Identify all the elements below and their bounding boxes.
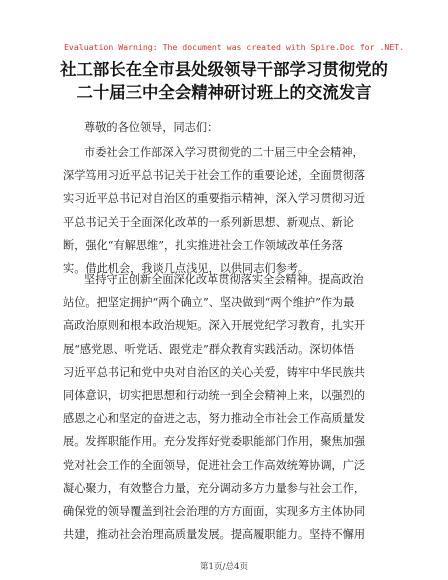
document-title-line-1: 社工部长在全市县处级领导干部学习贯彻党的 (60, 60, 388, 79)
paragraph-line: 党对社会工作的全面领导，促进社会工作高效统筹协调，广泛 (63, 458, 366, 472)
document-title-line-2: 二十届三中全会精神研讨班上的交流发言 (76, 83, 372, 102)
paragraph-line: 实习近平总书记对自治区的重要指示精神，深入学习贯彻习近 (63, 192, 366, 206)
paragraph-line: 展“感党恩、听党话、跟党走”群众教育实践活动。深切体悟 (63, 342, 355, 356)
paragraph-line: 站位。把坚定拥护“两个确立”、坚决做到“两个维护”作为最 (63, 296, 355, 310)
salutation: 尊敬的各位领导，同志们： (84, 121, 219, 134)
paragraph-line: 同体意识，切实把思想和行动统一到全会精神上来，以强烈的 (63, 388, 366, 402)
page-number-footer: 第1页/总4页 (199, 562, 249, 572)
paragraph-line: 感恩之心和坚定的奋进之志，努力推动全市社会工作高质量发 (63, 412, 366, 426)
paragraph-1 (63, 141, 385, 280)
paragraph-line: 习近平总书记和党中央对自治区的关心关爱，铸牢中华民族共 (63, 365, 366, 379)
paragraph-line: 坚持守正创新全面深化改革贯彻落实全会精神。提高政治 (84, 273, 364, 286)
evaluation-warning: Evaluation Warning: The document was created with Spire.Doc for .NET. (64, 42, 405, 52)
paragraph-line: 平总书记关于全面深化改革的一系列新思想、新观点、新论 (63, 215, 354, 229)
paragraph-line: 实。借此机会，我谈几点浅见，以供同志们参考。 (63, 261, 310, 275)
paragraph-line: 断，强化“有解思维”，扎实推进社会工作领域改革任务落 (63, 238, 343, 252)
paragraph-2 (63, 268, 385, 546)
paragraph-line: 共建，推动社会治理高质量发展。提高履职能力。坚持不懈用 (63, 528, 366, 542)
paragraph-line: 确保党的领导覆盖到社会治理的方方面面，实现多方主体协同 (63, 504, 366, 518)
paragraph-line: 高政治原则和根本政治规矩。深入开展党纪学习教育，扎实开 (63, 319, 366, 333)
paragraph-line: 凝心聚力，有效整合力量，充分调动多方力量参与社会工作， (63, 481, 366, 495)
paragraph-line: 市委社会工作部深入学习贯彻党的二十届三中全会精神， (84, 146, 364, 159)
paragraph-line: 展。发挥职能作用。充分发挥好党委职能部门作用，聚焦加强 (63, 435, 366, 449)
paragraph-line: 深学笃用习近平总书记关于社会工作的重要论述，全面贯彻落 (63, 169, 366, 183)
